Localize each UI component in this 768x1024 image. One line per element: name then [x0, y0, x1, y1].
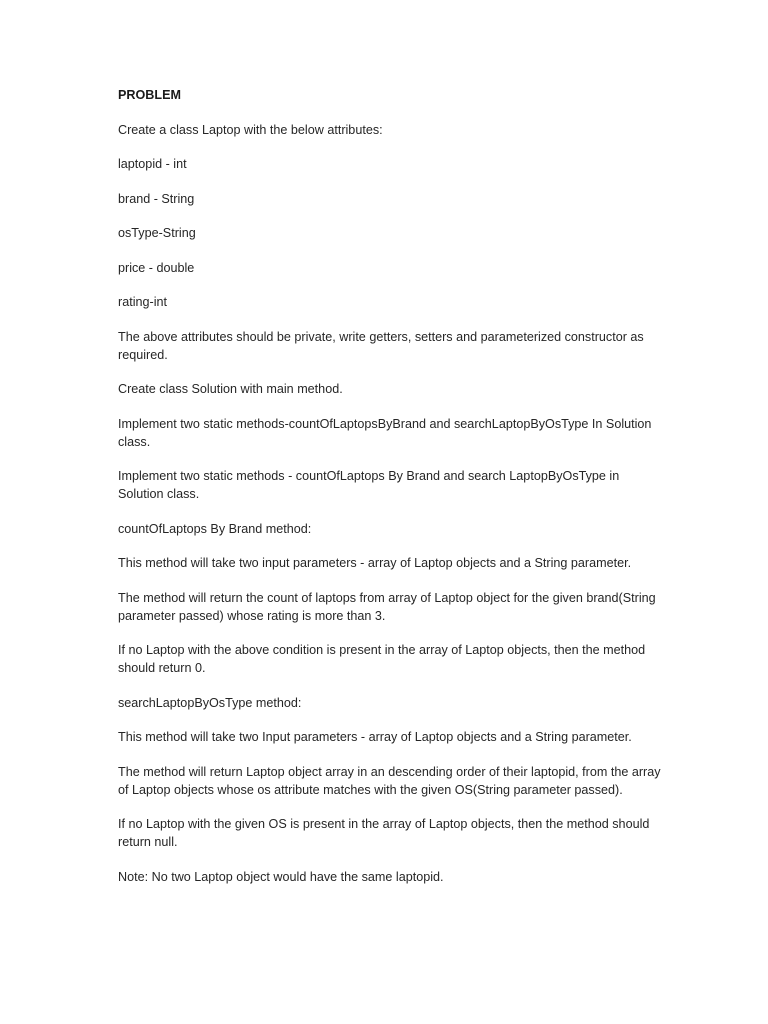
- heading-search-method: searchLaptopByOsType method:: [118, 695, 302, 710]
- paragraph-class-intro: Create a class Laptop with the below attributes:: [118, 122, 383, 137]
- heading-count-method: countOfLaptops By Brand method:: [118, 521, 312, 536]
- paragraph-note: Note: No two Laptop object would have the same laptopid.: [118, 869, 444, 884]
- document-body: [118, 86, 663, 902]
- paragraph-count-return: The method will return the count of laptops from array of Laptop object for the given brand(String parameter passed) whose rating is more than 3.: [118, 590, 656, 623]
- attribute-price: price - double: [118, 260, 195, 275]
- paragraph-static-methods-1: Implement two static methods-countOfLaptopsByBrand and searchLaptopByOsType In Solution class.: [118, 416, 652, 449]
- paragraph-private-attributes: The above attributes should be private, write getters, setters and parameterized constructor as required.: [118, 329, 644, 362]
- paragraph-solution-class: Create class Solution with main method.: [118, 382, 343, 396]
- paragraph-count-inputs: This method will take two input parameters - array of Laptop objects and a String parameter.: [118, 556, 632, 570]
- paragraph-search-return: The method will return Laptop object array in an descending order of their laptopid, from the array of Laptop objects whose os attribute matches with the given OS(String parameter passed).: [118, 764, 661, 797]
- paragraph-static-methods-2: Implement two static methods - countOfLaptops By Brand and search LaptopByOsType in Solution class.: [118, 469, 620, 501]
- document-title: PROBLEM: [118, 88, 181, 102]
- attribute-rating: rating-int: [118, 295, 167, 309]
- paragraph-search-null: If no Laptop with the given OS is present in the array of Laptop objects, then the method should return null.: [118, 817, 650, 849]
- attribute-laptopid: laptopid - int: [118, 157, 187, 171]
- attribute-brand: brand - String: [118, 191, 195, 206]
- paragraph-search-inputs: This method will take two Input parameters - array of Laptop objects and a String parameter.: [118, 730, 632, 744]
- paragraph-count-zero: If no Laptop with the above condition is present in the array of Laptop objects, then the method should return 0.: [118, 643, 646, 675]
- attribute-ostype: osType-String: [118, 226, 196, 240]
